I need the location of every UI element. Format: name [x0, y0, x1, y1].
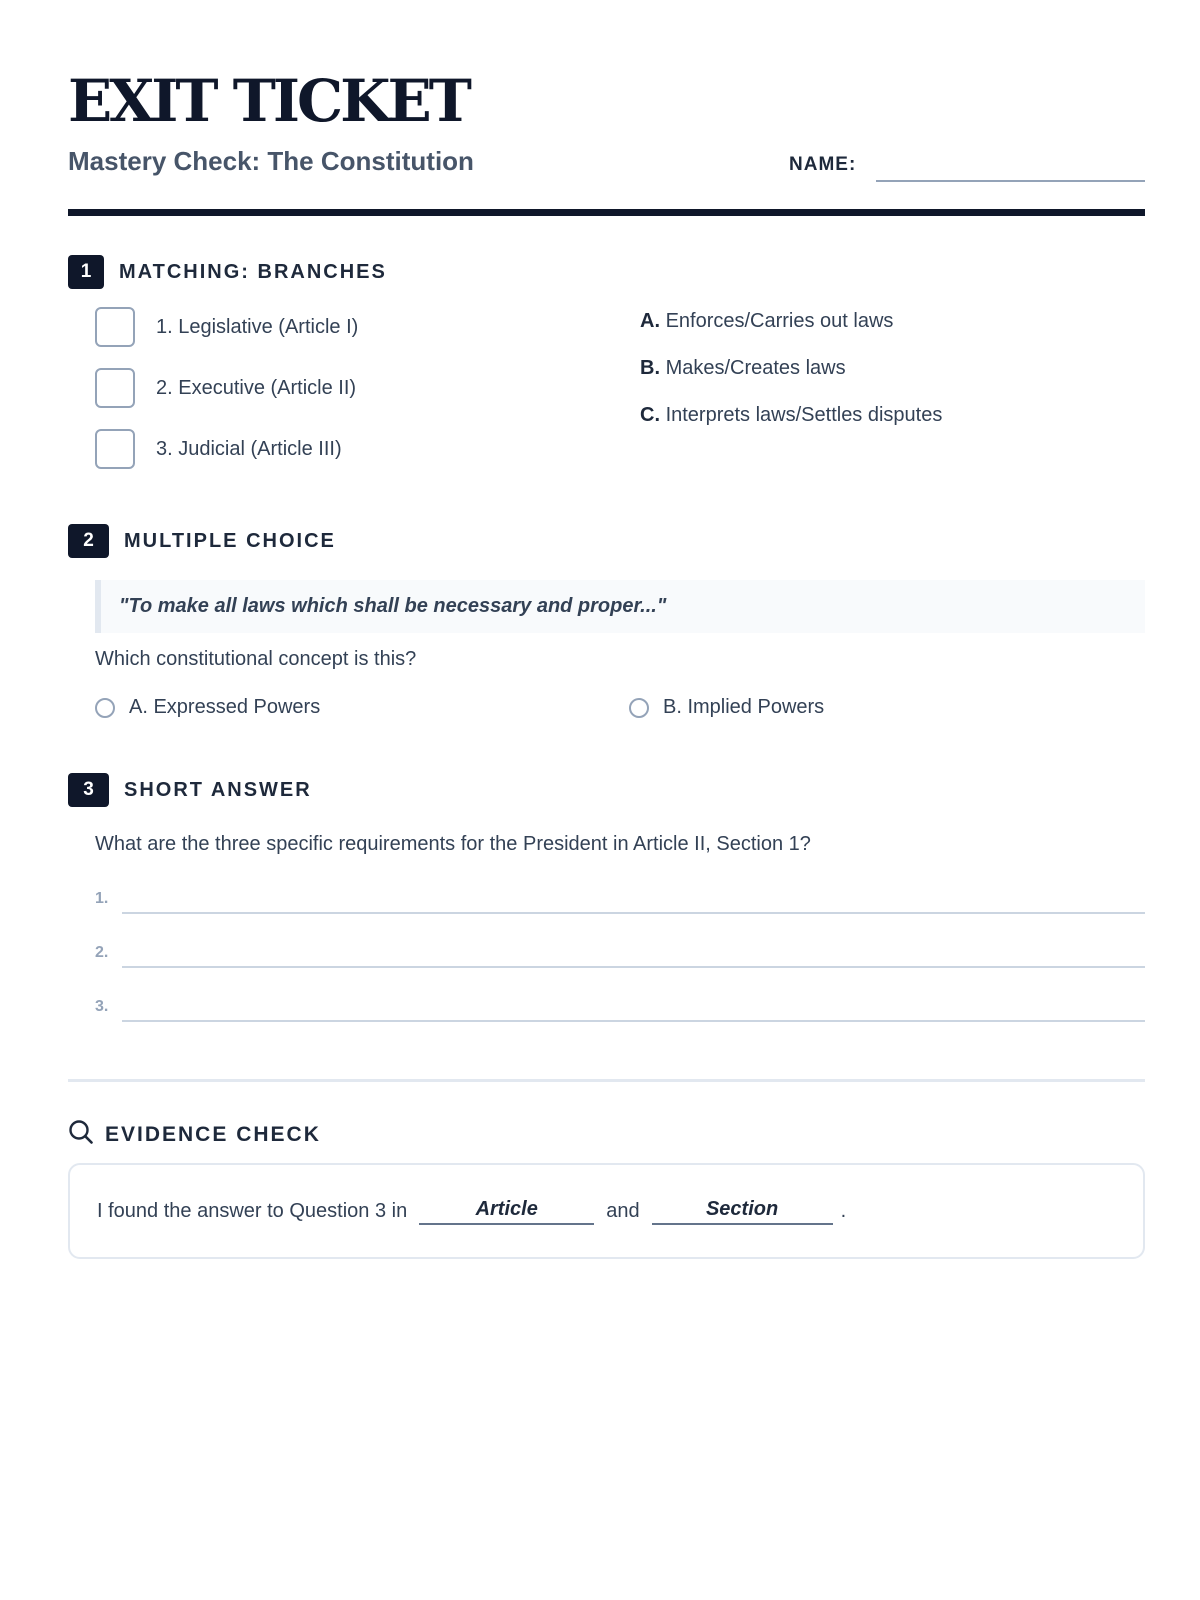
answer-input[interactable]: [122, 884, 1145, 914]
section-blank[interactable]: Section: [652, 1198, 833, 1225]
answer-line-1: [95, 884, 1145, 914]
definition-text: Makes/Creates laws: [665, 357, 846, 379]
definition-letter: C.: [640, 404, 660, 426]
radio-button[interactable]: [629, 698, 649, 718]
definition-a: [640, 310, 893, 333]
evidence-prefix: I found the answer to Question 3 in: [97, 1199, 408, 1222]
search-icon: [68, 1119, 94, 1150]
match-item-legislative: [95, 307, 358, 347]
section-3-header: [68, 773, 312, 807]
answer-number: 2.: [95, 944, 109, 961]
section-1-title: MATCHING: BRANCHES: [119, 260, 387, 283]
section-2-title: MULTIPLE CHOICE: [124, 529, 336, 552]
option-label: A. Expressed Powers: [129, 696, 321, 718]
evidence-title: EVIDENCE CHECK: [105, 1122, 321, 1146]
option-b[interactable]: [629, 696, 824, 719]
name-label: NAME:: [789, 154, 857, 175]
section-1-badge: 1: [68, 255, 104, 289]
match-item-judicial: [95, 429, 342, 469]
radio-button[interactable]: [95, 698, 115, 718]
section-2-header: [68, 524, 336, 558]
section-3-badge: 3: [68, 773, 109, 807]
section-1-header: [68, 255, 387, 289]
answer-line-2: [95, 938, 1145, 968]
option-a[interactable]: [95, 696, 320, 719]
definition-letter: B.: [640, 357, 660, 379]
answer-number: 3.: [95, 998, 109, 1015]
match-answer-box[interactable]: [95, 368, 135, 408]
short-answer-question: What are the three specific requirements for the President in Article II, Section 1?: [95, 833, 811, 855]
section-2-badge: 2: [68, 524, 109, 558]
page-title: EXIT TICKET: [68, 67, 469, 135]
option-label: B. Implied Powers: [663, 696, 825, 718]
header-rule: [68, 209, 1145, 216]
evidence-box: [68, 1163, 1145, 1259]
quote-block: "To make all laws which shall be necessary and proper...": [95, 580, 1145, 633]
match-answer-box[interactable]: [95, 429, 135, 469]
match-answer-box[interactable]: [95, 307, 135, 347]
answer-input[interactable]: [122, 992, 1145, 1022]
definition-text: Interprets laws/Settles disputes: [665, 404, 943, 426]
name-field[interactable]: [876, 180, 1145, 182]
match-item-label: 2. Executive (Article II): [156, 376, 357, 399]
match-item-label: 3. Judicial (Article III): [156, 437, 342, 460]
evidence-suffix: .: [840, 1199, 847, 1222]
evidence-header: [68, 1119, 321, 1150]
definition-b: [640, 357, 846, 380]
definition-text: Enforces/Carries out laws: [665, 310, 894, 332]
match-item-label: 1. Legislative (Article I): [156, 315, 359, 338]
answer-number: 1.: [95, 890, 109, 907]
mc-question: Which constitutional concept is this?: [95, 648, 417, 670]
answer-input[interactable]: [122, 938, 1145, 968]
evidence-connector: and: [606, 1199, 640, 1222]
definition-c: [640, 404, 942, 427]
match-item-executive: [95, 368, 356, 408]
answer-line-3: [95, 992, 1145, 1022]
article-blank[interactable]: Article: [419, 1198, 594, 1225]
definition-letter: A.: [640, 310, 660, 332]
section-divider: [68, 1079, 1145, 1082]
page-subtitle: Mastery Check: The Constitution: [68, 146, 474, 176]
section-3-title: SHORT ANSWER: [124, 778, 312, 801]
